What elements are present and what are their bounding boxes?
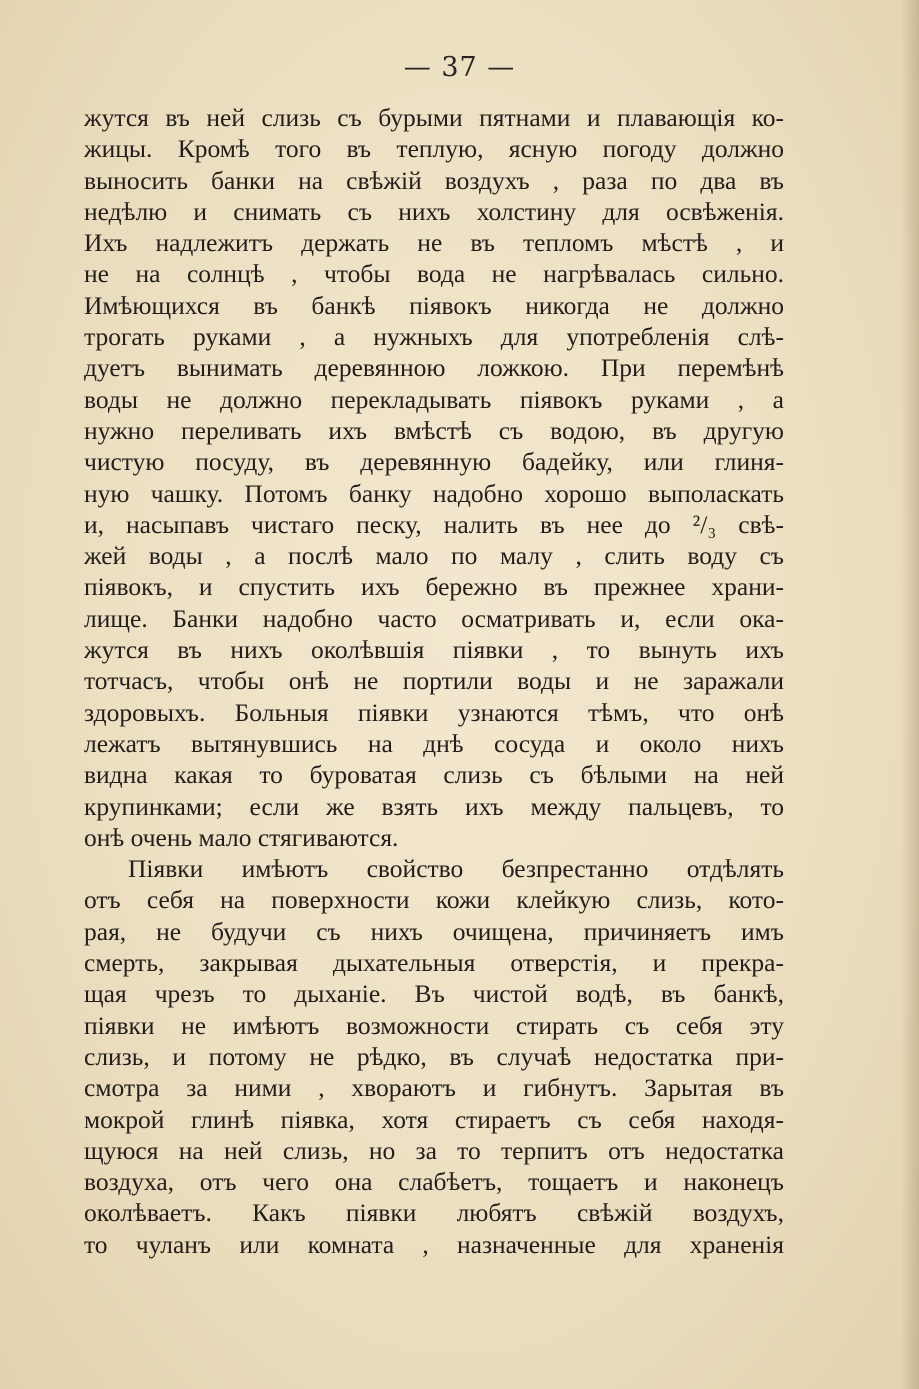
text-line: онѣ очень мало стягиваются. [84, 822, 399, 852]
text-line: ную чашку. Потомъ банку надобно хорошо выполаскать [84, 478, 784, 508]
text-line: то чуланъ или комната , назначенные для храненія [84, 1229, 784, 1259]
text-line: щая чрезъ то дыханіе. Въ чистой водѣ, въ банкѣ, [84, 979, 784, 1009]
text-line: щуюся на ней слизь, но за то терпитъ отъ недостатка [84, 1135, 784, 1165]
text-line: слизь, и потому не рѣдко, въ случаѣ недостатка при- [84, 1041, 784, 1071]
page-number: — 37 — [403, 52, 516, 83]
text-line: здоровыхъ. Больныя піявки узнаются тѣмъ, что онѣ [84, 697, 784, 727]
text-line: воды не должно перекладывать піявокъ руками , а [84, 384, 784, 414]
text-line: жей воды , а послѣ мало по малу , слить воду съ [84, 541, 784, 571]
text-line: крупинками; если же взять ихъ между пальцевъ, то [84, 791, 784, 821]
text-line: околѣваетъ. Какъ піявки любятъ свѣжій воздухъ, [84, 1198, 784, 1228]
text-line: видна какая то буроватая слизь съ бѣлыми на ней [84, 760, 784, 790]
text-line: смотра за ними , хвораютъ и гибнутъ. Зарытая въ [84, 1073, 784, 1103]
text-line: недѣлю и снимать съ нихъ холстину для освѣженія. [84, 196, 784, 226]
text-line: нужно переливать ихъ вмѣстѣ съ водою, въ другую [84, 415, 784, 445]
body-text [84, 102, 784, 1260]
paragraph-start-line: Піявки имѣютъ свойство безпрестанно отдѣлять [128, 854, 784, 884]
text-line: отъ себя на поверхности кожи клейкую слизь, кото- [84, 885, 784, 915]
text-line: тотчасъ, чтобы онѣ не портили воды и не заражали [84, 666, 784, 696]
text-line: лище. Банки надобно часто осматривать и, если ока- [84, 603, 784, 633]
text-line: Ихъ надлежитъ держать не въ тепломъ мѣстѣ , и [84, 228, 784, 258]
text-line: піявокъ, и спустить ихъ бережно въ прежнее храни- [84, 572, 784, 602]
text-line: выносить банки на свѣжій воздухъ , раза по два въ [84, 165, 784, 195]
text-line: Имѣющихся въ банкѣ піявокъ никогда не должно [84, 290, 784, 320]
text-line: лежатъ вытянувшись на днѣ сосуда и около нихъ [84, 728, 784, 758]
text-line: смерть, закрывая дыхательныя отверстія, и прекра- [84, 948, 784, 978]
text-line: мокрой глинѣ піявка, хотя стираетъ съ себя находя- [84, 1104, 784, 1134]
text-line: дуетъ вынимать деревянною ложкою. При перемѣнѣ [84, 353, 784, 383]
text-line: чистую посуду, въ деревянную бадейку, или глиня- [84, 447, 784, 477]
text-line: жутся въ нихъ околѣвшія піявки , то вынуть ихъ [84, 635, 784, 665]
text-line: не на солнцѣ , чтобы вода не нагрѣвалась сильно. [84, 259, 784, 289]
text-line: трогать руками , а нужныхъ для употребленія слѣ- [84, 322, 784, 352]
text-line: жицы. Кромѣ того въ теплую, ясную погоду должно [84, 134, 784, 164]
text-line: воздуха, отъ чего она слабѣетъ, тощаетъ и наконецъ [84, 1167, 784, 1197]
text-line: рая, не будучи съ нихъ очищена, причиняетъ имъ [84, 916, 784, 946]
text-line: піявки не имѣютъ возможности стирать съ себя эту [84, 1010, 784, 1040]
text-line: жутся въ ней слизь съ бурыми пятнами и плавающія ко- [84, 103, 784, 132]
page-edge-shadow [901, 0, 919, 1389]
text-line: и, насыпавъ чистаго песку, налить въ нее до ²/₃ свѣ- [84, 509, 784, 539]
